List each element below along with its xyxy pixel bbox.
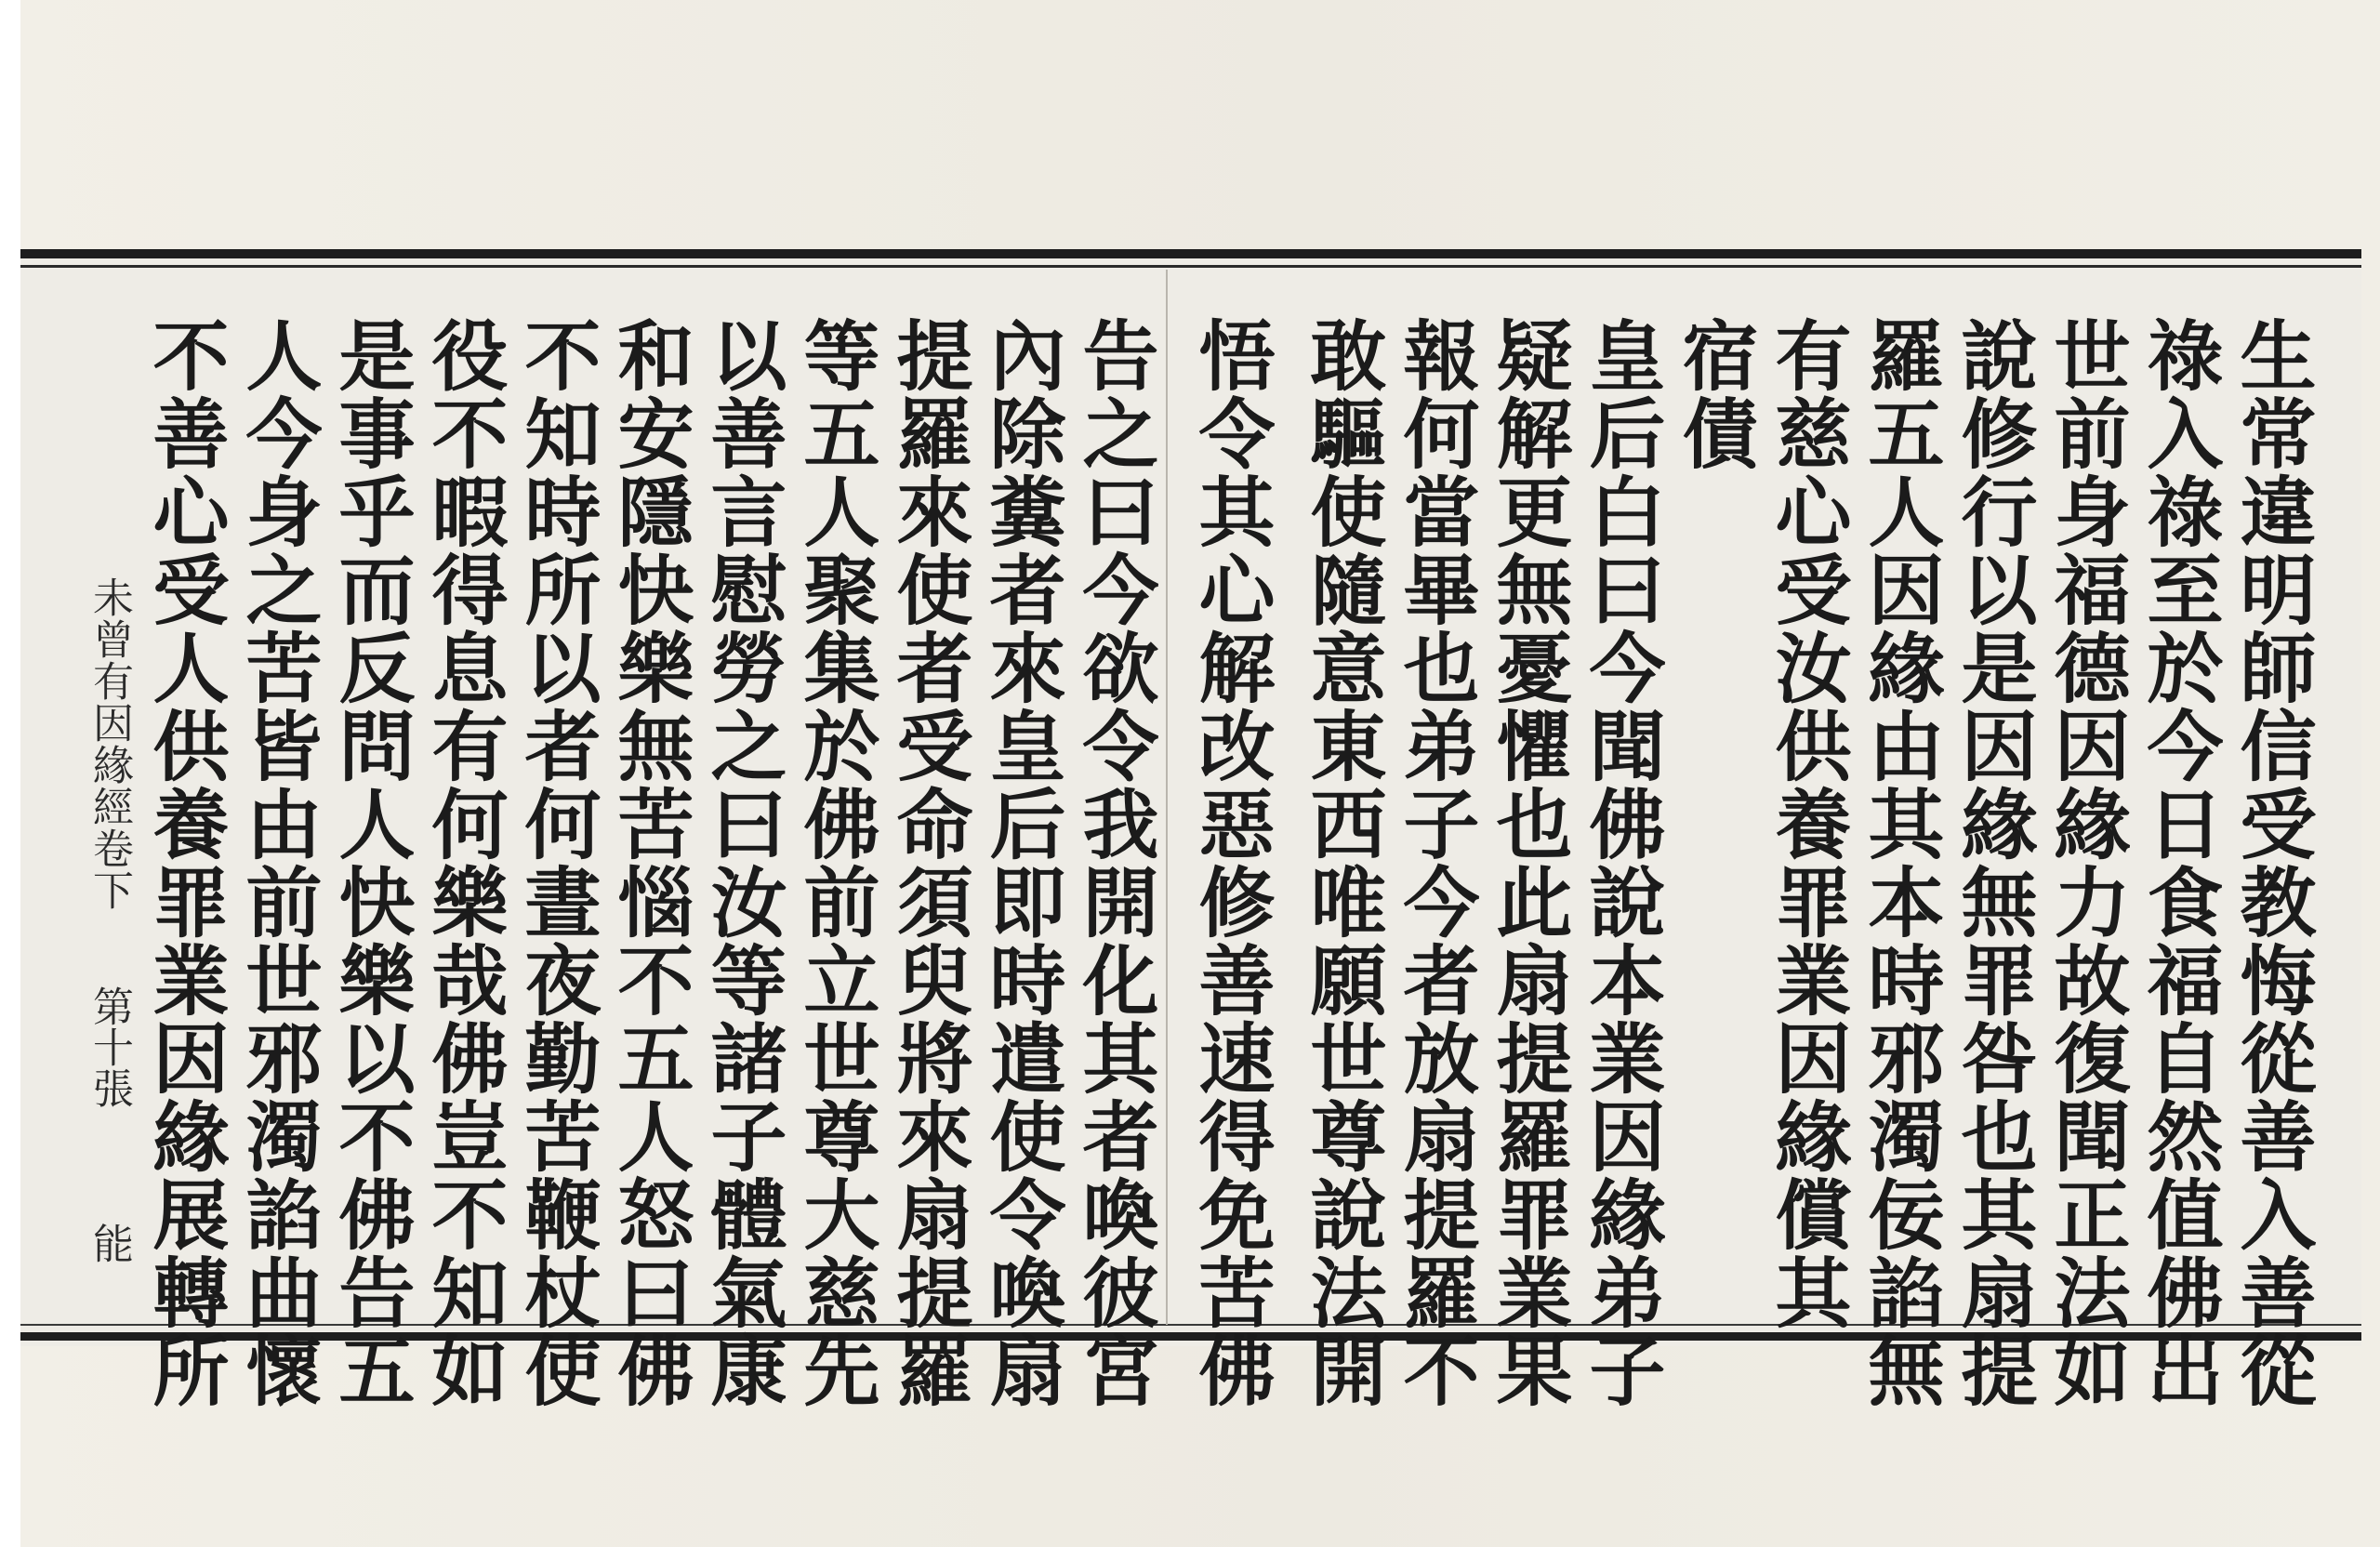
text-column-8: 皇后白曰今聞佛說本業因緣弟子 xyxy=(1577,316,1666,1409)
text-column-22: 人今身之苦皆由前世邪濁諂曲懷 xyxy=(233,316,323,1409)
text-column-21: 是事乎而反問人快樂以不佛告五 xyxy=(326,316,416,1409)
text-column-9: 疑解更無憂懼也此扇提羅罪業果 xyxy=(1484,316,1573,1409)
text-column-20: 役不暇得息有何樂哉佛豈不知如 xyxy=(419,316,509,1409)
text-column-13: 告之曰今欲令我開化其者喚彼宮 xyxy=(1070,316,1159,1409)
text-column-10: 報何當畢也弟子今者放扇提羅不 xyxy=(1391,316,1480,1409)
text-column-4: 說修行以是因緣無罪咎也其扇提 xyxy=(1949,316,2038,1409)
text-column-1: 生常違明師信受教悔從善入善從 xyxy=(2228,316,2317,1409)
footer-carver-mark: 能 xyxy=(86,1223,133,1263)
text-column-5: 羅五人因緣由其本時邪濁佞諂無 xyxy=(1856,316,1945,1409)
text-column-19: 不知時所以者何晝夜勤苦鞭杖使 xyxy=(512,316,602,1409)
footer-book-title: 未曾有因緣經卷下 xyxy=(86,576,133,911)
text-column-11: 敢驅使隨意東西唯願世尊說法開 xyxy=(1298,316,1387,1409)
left-margin xyxy=(0,0,20,1547)
top-border-rule-inner xyxy=(20,265,2361,268)
text-column-12: 悟令其心解改惡修善速得免苦佛 xyxy=(1186,316,1276,1409)
text-column-3: 世前身福德因緣力故復聞正法如 xyxy=(2042,316,2131,1409)
text-column-15: 提羅來使者受命須臾將來扇提羅 xyxy=(884,316,973,1409)
text-column-23: 不善心受人供養罪業因緣展轉所 xyxy=(140,316,230,1409)
footer-page-number: 第十張 xyxy=(86,985,133,1108)
text-column-16: 等五人聚集於佛前立世尊大慈先 xyxy=(791,316,880,1409)
text-column-17: 以善言慰勞之曰汝等諸子體氣康 xyxy=(698,316,787,1409)
text-column-7: 宿債 xyxy=(1670,316,1759,472)
page-fold-line xyxy=(1166,270,1168,1325)
text-column-18: 和安隱快樂無苦惱不五人怒曰佛 xyxy=(605,316,694,1409)
text-column-2: 祿入祿至於今日食福自然值佛出 xyxy=(2135,316,2224,1409)
text-column-6: 有慈心受汝供養罪業因緣償其 xyxy=(1763,316,1852,1331)
top-border-rule xyxy=(20,249,2361,258)
text-column-14: 內除糞者來皇后即時遣使令喚扇 xyxy=(977,316,1066,1409)
